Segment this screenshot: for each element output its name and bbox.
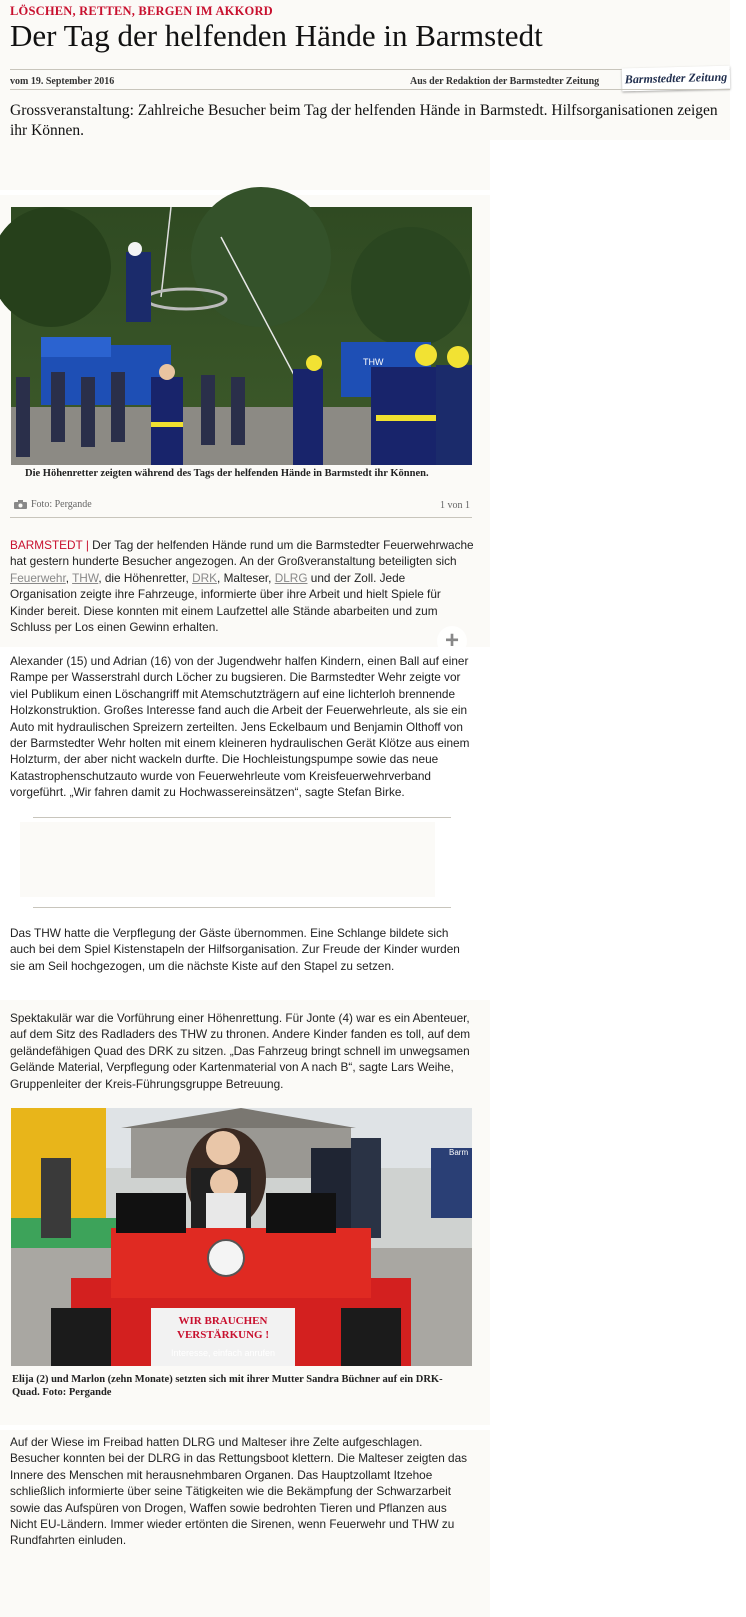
ad-box [20,822,435,897]
article-paragraph-4: Spektakulär war die Vorführung einer Höhenrettung. Für Jonte (4) war es ein Abenteuer, auf dem Sitz des Radladers des THW zu thronen. Andere Kinder fanden es toll, auf dem geländefähigen Quad des DRK zu sitzen. „Das Fahrzeug bringt schnell im unwegsamen Gelände Material, Verpflegung oder Kartenmaterial von A nach B“, sagte Lars Weihe, Gruppenleiter der Kreis-Führungsgruppe Betreuung. [10,1011,471,1091]
ad-space [0,140,490,190]
article-paragraph-1 [10,537,475,635]
paragraph-text: Der Tag der helfenden Hände rund um die Barmstedter Feuerwehrwache hat gestern hunderte Besucher angezogen. An der Großveranstaltung beteiligten sich [10,538,474,569]
article-paragraph-2: Alexander (15) und Adrian (16) von der Jugendwehr halfen Kindern, einen Ball auf einer Rampe per Wasserstrahl durch Löcher zu bugsieren. Die Barmstedter Wehr zeigte vor viel Publikum einen Löschangriff mit Atemschutzträgern auf eine lichterloh brennende Holzkonstruktion. Großes Interesse fand auch die Arbeit der Feuerwehrleute, als sie ein Auto mit hydraulischen Spreizern zerteilten. Jens Eckelbaum und Benjamin Olthoff von der Barmstedter Wehr holten mit einem kleineren hydraulischen Gerät Klötze aus einem Holzturm, der aber nicht wackeln durfte. Die Hochleistungspumpe sowie das neue Katastrophenschutzauto wurde von Feuerwehrleute vom Kreisfeuerwehrverband vorgeführt. „Wir fahren damit zu Hochwassereinsätzen“, sagte Stefan Birke. [10,654,470,800]
gallery-counter: 1 von 1 [440,500,470,511]
article-kicker: LÖSCHEN, RETTEN, BERGEN IM AKKORD [10,4,273,18]
article-paragraph-5: Auf der Wiese im Freibad hatten DLRG und Malteser ihre Zelte aufgeschlagen. Besucher konnten bei der DLRG in das Rettungsboot klettern. Die Malteser zeigten das Innere des Menschen mit herausnehmbaren Organen. Das Hauptzollamt Itzehoe schließlich informierte über seine Tätigkeiten wie die Bekämpfung der Schwarzarbeit sowie das Aufspüren von Drogen, Waffen sowie bedrohten Tieren und Pflanzen aus Nicht EU-Ländern. Immer wieder ertönten die Sirenen, wenn Feuerwehr und THW zu Rundfahrten einluden. [10,1435,468,1548]
paragraph-text: , Malteser, [217,570,275,585]
article-location: BARMSTEDT | [10,538,89,552]
ad-divider-bottom [33,907,451,908]
link-thw[interactable]: THW [72,570,99,585]
article-paragraph-3: Das THW hatte die Verpflegung der Gäste übernommen. Eine Schlange bildete sich auch bei dem Spiel Kistenstapeln der Hilfsorganisation. Zur Freude der Kinder wurden sie am Seil hochgezogen, um die nächste Kiste auf den Stapel zu setzen. [10,926,460,973]
photo-credit [14,499,92,510]
sign-line-2: VERSTÄRKUNG ! [177,1329,269,1341]
truck-label: THW [363,357,384,367]
gallery-caption: Die Höhenretter zeigten während des Tags der helfenden Hände in Barmstedt ihr Können. [25,468,429,479]
camera-icon [14,500,27,509]
quad-caption: Elija (2) und Marlon (zehn Monate) setzten sich mit ihrer Mutter Sandra Büchner auf ein DRK-Quad. Foto: Pergande [12,1374,443,1398]
link-drk[interactable]: DRK [192,570,218,585]
ad-divider-top [33,817,451,818]
article-title: Der Tag der helfenden Hände in Barmstedt [10,18,543,53]
drk-quad-image [11,1108,472,1366]
paragraph-text: und der Zoll. Jede Organisation zeigte ihre Fahrzeuge, informierte über ihre Arbeit und hielt Spiele für Kinder bereit. Diese konnten mit einem Laufzettel alle Stände abarbeiten und zum Schluss per Los einen Gewinn erhalten. [10,570,441,635]
header-divider-bottom [10,89,730,90]
link-dlrg[interactable]: DLRG [274,570,308,585]
quad-photo [11,1108,472,1366]
hoehenretter-image [11,207,472,465]
paragraph-text: , [65,570,73,585]
article-date: vom 19. September 2016 [10,76,115,87]
gallery-divider [10,517,472,518]
banner-label: Barm [449,1148,469,1157]
zoom-plus-icon[interactable]: + [437,626,467,656]
article-lead: Grossveranstaltung: Zahlreiche Besucher beim Tag der helfenden Hände in Barmstedt. Hilfsorganisationen zeigen ihr Können. [10,102,718,139]
newspaper-logo: Barmstedter Zeitung [622,66,731,92]
link-feuerwehr[interactable]: Feuerwehr [10,570,66,585]
sign-line-1: WIR BRAUCHEN [178,1315,268,1327]
sign-line-3: Interesse, einfach anrufen [170,1348,276,1358]
article-source: Aus der Redaktion der Barmstedter Zeitung [410,76,600,87]
paragraph-text: , die Höhenretter, [98,570,193,585]
photo-credit-text: Foto: Pergande [31,499,92,510]
